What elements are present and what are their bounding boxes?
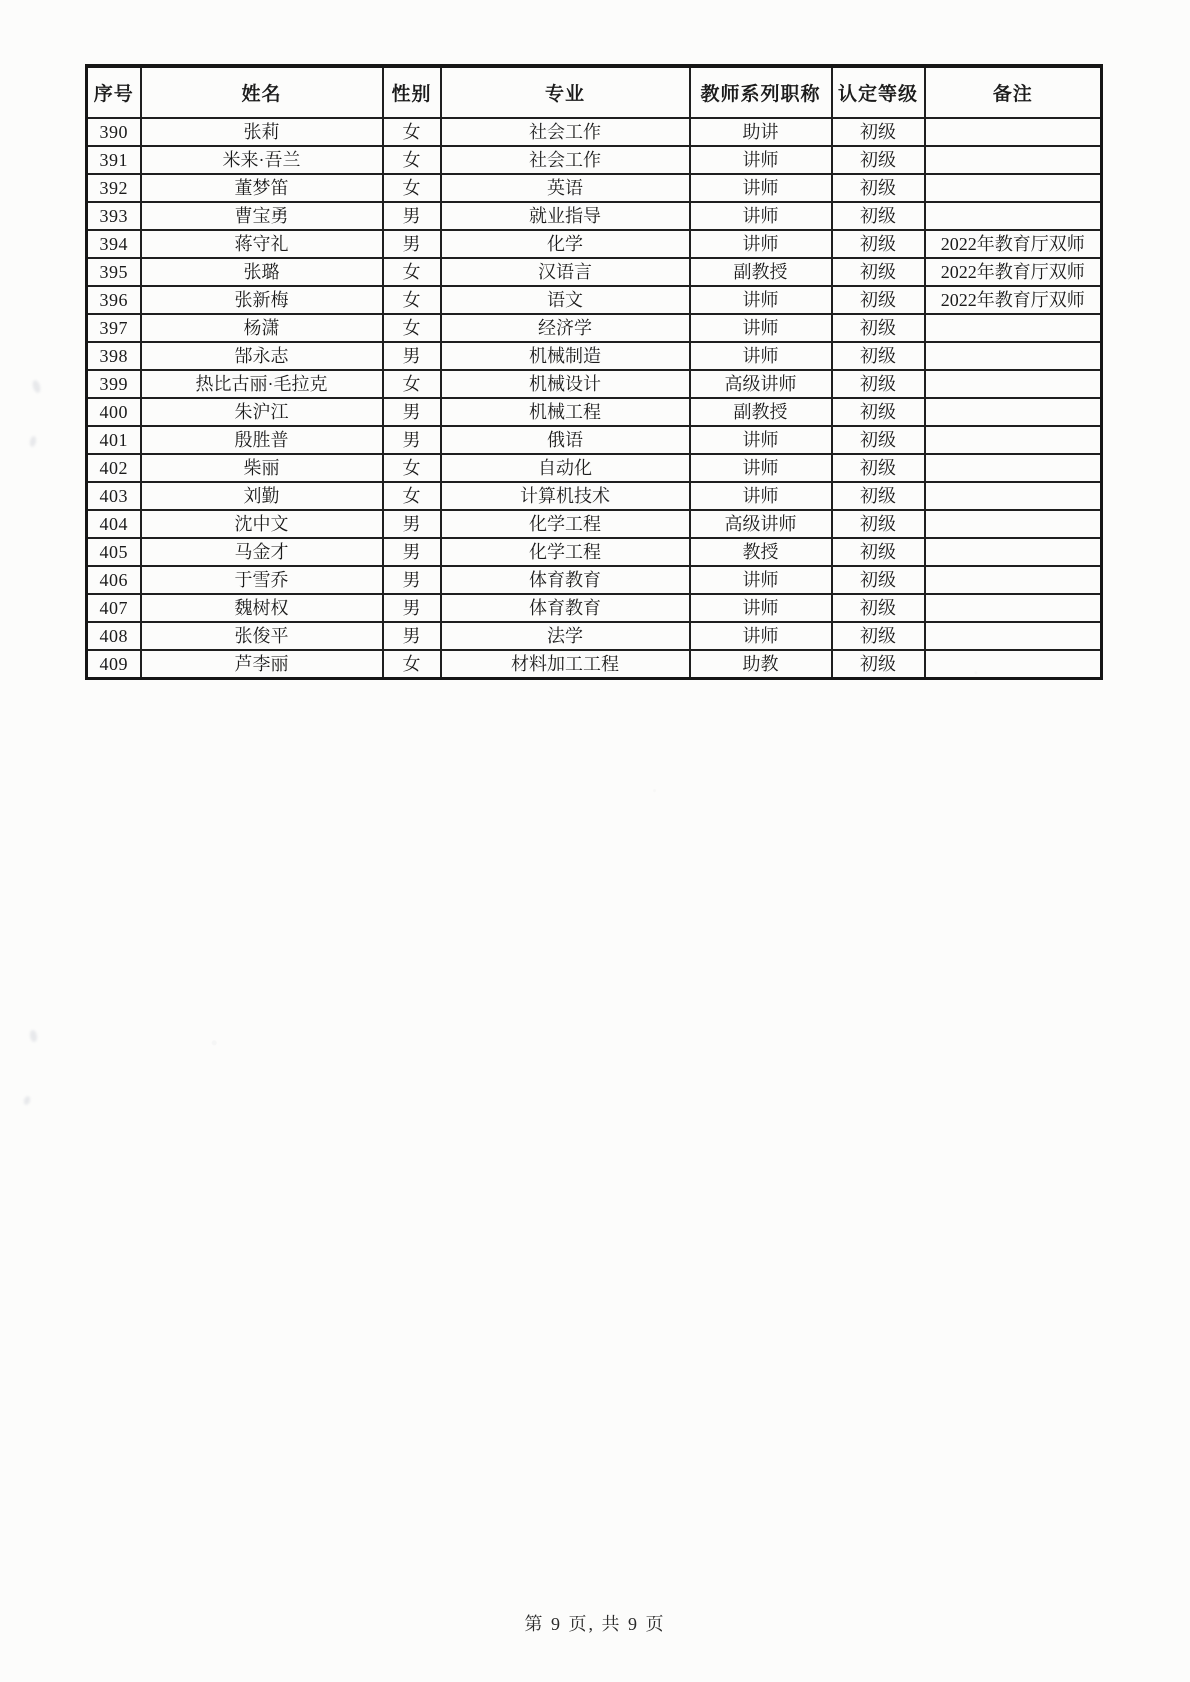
table-cell: 2022年教育厅双师	[925, 230, 1102, 258]
table-row	[87, 174, 1102, 202]
table-row	[87, 454, 1102, 482]
table-cell: 男	[383, 342, 441, 370]
table-cell: 男	[383, 398, 441, 426]
table-cell: 讲师	[690, 482, 832, 510]
table-cell: 沈中文	[141, 510, 383, 538]
column-header-remarks: 备注	[925, 66, 1102, 118]
column-header-index: 序号	[87, 66, 141, 118]
table-cell: 讲师	[690, 230, 832, 258]
table-cell: 俄语	[441, 426, 690, 454]
table-cell: 讲师	[690, 202, 832, 230]
table-cell: 初级	[832, 286, 925, 314]
table-cell: 殷胜普	[141, 426, 383, 454]
column-header-gender: 性别	[383, 66, 441, 118]
table-row	[87, 594, 1102, 622]
table-row	[87, 342, 1102, 370]
table-row	[87, 202, 1102, 230]
table-cell: 助教	[690, 650, 832, 679]
table-cell: 408	[87, 622, 141, 650]
table-row	[87, 314, 1102, 342]
table-cell: 张莉	[141, 118, 383, 146]
table-cell: 男	[383, 510, 441, 538]
table-cell: 初级	[832, 566, 925, 594]
table-cell: 男	[383, 426, 441, 454]
table-cell: 初级	[832, 482, 925, 510]
table-cell	[925, 370, 1102, 398]
table-cell	[925, 454, 1102, 482]
table-cell: 初级	[832, 202, 925, 230]
table-cell: 390	[87, 118, 141, 146]
table-cell: 男	[383, 622, 441, 650]
table-cell	[925, 146, 1102, 174]
table-cell	[925, 174, 1102, 202]
table-cell: 计算机技术	[441, 482, 690, 510]
table-cell: 体育教育	[441, 566, 690, 594]
table-cell: 399	[87, 370, 141, 398]
teacher-roster-table	[85, 64, 1103, 680]
table-cell: 402	[87, 454, 141, 482]
table-cell: 2022年教育厅双师	[925, 286, 1102, 314]
table-cell: 热比古丽·毛拉克	[141, 370, 383, 398]
table-cell: 马金才	[141, 538, 383, 566]
table-cell: 女	[383, 286, 441, 314]
table-cell: 初级	[832, 538, 925, 566]
table-cell: 讲师	[690, 342, 832, 370]
table-cell	[925, 398, 1102, 426]
table-cell: 2022年教育厅双师	[925, 258, 1102, 286]
table-cell: 郜永志	[141, 342, 383, 370]
column-header-grade: 认定等级	[832, 66, 925, 118]
table-cell: 讲师	[690, 146, 832, 174]
table-cell: 米来·吾兰	[141, 146, 383, 174]
table-cell: 393	[87, 202, 141, 230]
table-cell: 407	[87, 594, 141, 622]
column-header-major: 专业	[441, 66, 690, 118]
table-row	[87, 230, 1102, 258]
table-cell	[925, 510, 1102, 538]
table-cell: 初级	[832, 510, 925, 538]
table-cell	[925, 622, 1102, 650]
table-cell: 初级	[832, 230, 925, 258]
table-cell: 自动化	[441, 454, 690, 482]
table-cell: 女	[383, 258, 441, 286]
table-cell: 初级	[832, 314, 925, 342]
table-cell: 化学工程	[441, 510, 690, 538]
table-cell	[925, 342, 1102, 370]
table-cell: 401	[87, 426, 141, 454]
table-cell: 女	[383, 370, 441, 398]
table-cell: 391	[87, 146, 141, 174]
table-row	[87, 258, 1102, 286]
table-row	[87, 370, 1102, 398]
table-cell: 法学	[441, 622, 690, 650]
table-row	[87, 510, 1102, 538]
table-cell: 讲师	[690, 594, 832, 622]
table-cell: 女	[383, 118, 441, 146]
table-cell: 汉语言	[441, 258, 690, 286]
table-cell: 讲师	[690, 426, 832, 454]
table-cell: 董梦笛	[141, 174, 383, 202]
table-cell	[925, 202, 1102, 230]
table-cell: 初级	[832, 174, 925, 202]
table-cell: 男	[383, 594, 441, 622]
table-cell: 副教授	[690, 398, 832, 426]
table-cell: 教授	[690, 538, 832, 566]
table-cell: 张俊平	[141, 622, 383, 650]
table-cell: 讲师	[690, 314, 832, 342]
table-cell: 张新梅	[141, 286, 383, 314]
scan-smudge	[29, 435, 37, 447]
table-cell: 机械设计	[441, 370, 690, 398]
scan-smudge	[29, 1029, 38, 1042]
table-cell: 体育教育	[441, 594, 690, 622]
table-cell: 机械工程	[441, 398, 690, 426]
header-row	[87, 66, 1102, 118]
table-cell: 讲师	[690, 566, 832, 594]
table-cell: 魏树权	[141, 594, 383, 622]
table-cell: 初级	[832, 594, 925, 622]
table-cell: 蒋守礼	[141, 230, 383, 258]
table-cell: 初级	[832, 370, 925, 398]
table-cell: 初级	[832, 622, 925, 650]
table-row	[87, 398, 1102, 426]
table-cell	[925, 538, 1102, 566]
table-row	[87, 146, 1102, 174]
column-header-title-series: 教师系列职称	[690, 66, 832, 118]
table-row	[87, 286, 1102, 314]
table-cell: 张璐	[141, 258, 383, 286]
table-cell: 初级	[832, 342, 925, 370]
table-cell: 400	[87, 398, 141, 426]
table-cell	[925, 566, 1102, 594]
table-row	[87, 566, 1102, 594]
table-cell: 女	[383, 174, 441, 202]
table-cell: 助讲	[690, 118, 832, 146]
scan-smudge	[23, 1095, 32, 1106]
table-cell: 初级	[832, 650, 925, 679]
column-header-name: 姓名	[141, 66, 383, 118]
table-cell: 初级	[832, 258, 925, 286]
table-cell: 398	[87, 342, 141, 370]
table-cell	[925, 314, 1102, 342]
table-cell: 高级讲师	[690, 370, 832, 398]
page-number-footer: 第 9 页, 共 9 页	[524, 1614, 666, 1634]
table-cell: 男	[383, 538, 441, 566]
table-row	[87, 622, 1102, 650]
table-cell: 讲师	[690, 286, 832, 314]
table-cell: 409	[87, 650, 141, 679]
table-cell: 女	[383, 454, 441, 482]
table-cell: 讲师	[690, 622, 832, 650]
table-cell	[925, 118, 1102, 146]
table-cell: 就业指导	[441, 202, 690, 230]
table-cell: 397	[87, 314, 141, 342]
table-row	[87, 118, 1102, 146]
table-cell: 女	[383, 482, 441, 510]
table-cell: 讲师	[690, 454, 832, 482]
table-cell: 化学	[441, 230, 690, 258]
scan-smudge	[31, 379, 42, 394]
table-cell: 机械制造	[441, 342, 690, 370]
table-cell	[925, 426, 1102, 454]
table-body	[87, 118, 1102, 679]
table-cell: 初级	[832, 146, 925, 174]
table-cell: 曹宝勇	[141, 202, 383, 230]
table-cell: 讲师	[690, 174, 832, 202]
table-cell: 刘勤	[141, 482, 383, 510]
table-cell: 于雪乔	[141, 566, 383, 594]
table-cell: 柴丽	[141, 454, 383, 482]
table-cell: 社会工作	[441, 146, 690, 174]
table-cell: 404	[87, 510, 141, 538]
table-cell: 初级	[832, 118, 925, 146]
table-cell: 394	[87, 230, 141, 258]
table-cell: 芦李丽	[141, 650, 383, 679]
table-cell: 392	[87, 174, 141, 202]
table-cell: 杨潇	[141, 314, 383, 342]
table-header	[87, 66, 1102, 118]
table-cell	[925, 650, 1102, 679]
table-cell: 副教授	[690, 258, 832, 286]
table-cell: 社会工作	[441, 118, 690, 146]
table-cell: 经济学	[441, 314, 690, 342]
table-cell: 男	[383, 230, 441, 258]
table-cell: 初级	[832, 426, 925, 454]
table-cell: 406	[87, 566, 141, 594]
table-cell: 396	[87, 286, 141, 314]
table-cell: 初级	[832, 398, 925, 426]
table-cell: 395	[87, 258, 141, 286]
table-row	[87, 650, 1102, 679]
table-cell: 女	[383, 146, 441, 174]
table-cell	[925, 482, 1102, 510]
table-cell: 高级讲师	[690, 510, 832, 538]
table-cell: 405	[87, 538, 141, 566]
table-cell	[925, 594, 1102, 622]
table-row	[87, 482, 1102, 510]
table-cell: 语文	[441, 286, 690, 314]
table-cell: 女	[383, 650, 441, 679]
table-cell: 化学工程	[441, 538, 690, 566]
table-cell: 朱沪江	[141, 398, 383, 426]
table-row	[87, 538, 1102, 566]
table-cell: 男	[383, 202, 441, 230]
table-cell: 男	[383, 566, 441, 594]
table-cell: 英语	[441, 174, 690, 202]
table-cell: 材料加工工程	[441, 650, 690, 679]
table-cell: 初级	[832, 454, 925, 482]
table-cell: 女	[383, 314, 441, 342]
table-row	[87, 426, 1102, 454]
table-cell: 403	[87, 482, 141, 510]
